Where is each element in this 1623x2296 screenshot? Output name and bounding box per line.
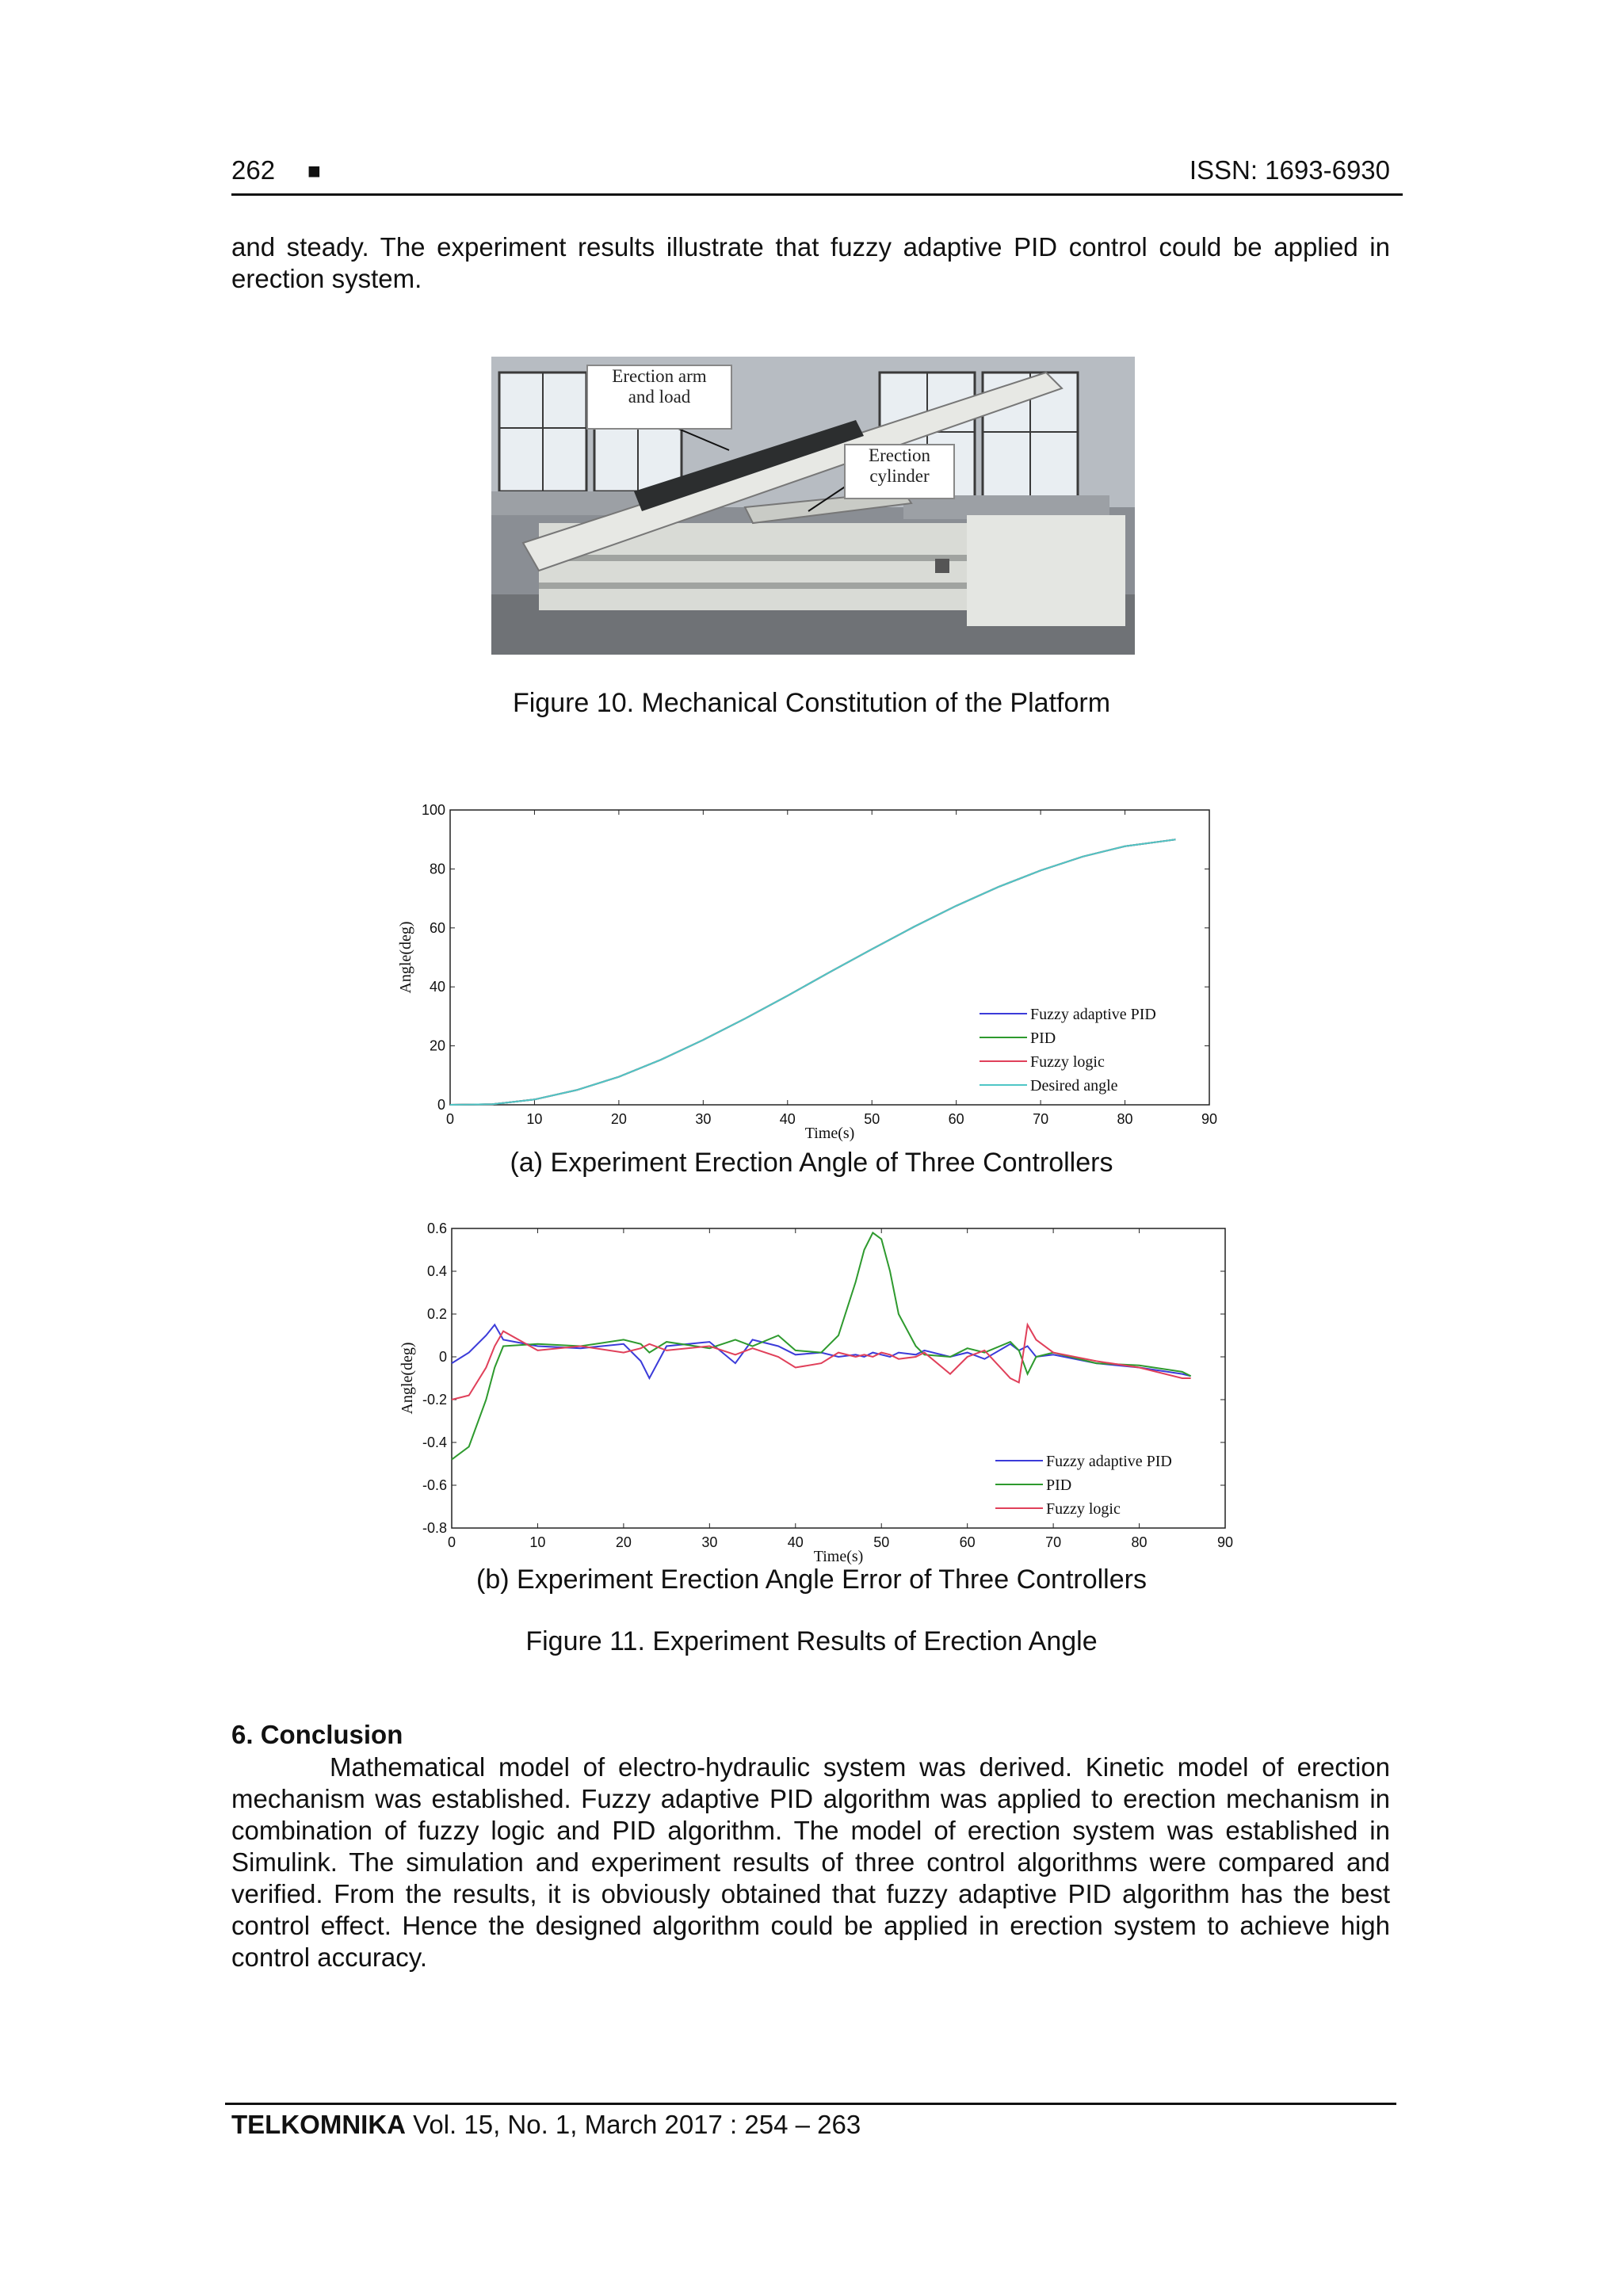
x-tick-label: 90	[1201, 1111, 1218, 1127]
page-number: 262	[231, 155, 276, 185]
conclusion-body: Mathematical model of electro-hydraulic system was derived. Kinetic model of erection mechanism was established. Fuzzy adaptive PID algorithm was applied to erection mechanism in combination of fuzzy logic and PID algorithm. The model of erection system was established in Simulink. The simulation and experiment results of three control algorithms were compared and verified. From the results, it is obviously obtained that fuzzy adaptive PID algorithm has the best control effect. Hence the designed algorithm could be applied in erection system to achieve high control accuracy.	[231, 1752, 1390, 1972]
footer-journal: TELKOMNIKA	[231, 2110, 406, 2139]
x-axis-label: Time(s)	[813, 1548, 864, 1565]
platform-photo	[491, 357, 1135, 655]
x-tick-label: 60	[948, 1111, 964, 1127]
x-tick-label: 10	[529, 1534, 546, 1550]
x-tick-label: 0	[445, 1111, 455, 1127]
y-tick-label: 0	[437, 1097, 445, 1113]
header-bullet: ■	[307, 159, 321, 183]
y-tick-label: -0.6	[422, 1477, 447, 1493]
x-tick-label: 0	[447, 1534, 456, 1550]
callout-erection-arm	[586, 365, 732, 430]
y-tick-label: 60	[429, 919, 445, 936]
chart-a-subcaption: (a) Experiment Erection Angle of Three Controllers	[510, 1148, 1113, 1178]
footer	[231, 2110, 861, 2140]
x-tick-label: 30	[695, 1111, 712, 1127]
x-tick-label: 80	[1131, 1534, 1148, 1550]
y-tick-label: 40	[429, 979, 445, 995]
legend-label: Fuzzy logic	[1030, 1053, 1105, 1071]
legend-label: Desired angle	[1030, 1077, 1118, 1095]
y-axis-label: Angle(deg)	[397, 921, 414, 994]
x-tick-label: 80	[1117, 1111, 1133, 1127]
figure11-caption: Figure 11. Experiment Results of Erection Angle	[525, 1626, 1098, 1656]
y-tick-label: 100	[421, 802, 445, 818]
chart-b-subcaption: (b) Experiment Erection Angle Error of Three Controllers	[476, 1564, 1147, 1595]
x-tick-label: 50	[873, 1534, 890, 1550]
x-tick-label: 50	[864, 1111, 880, 1127]
legend-label: PID	[1046, 1477, 1072, 1494]
chart-b	[388, 1213, 1244, 1571]
y-tick-label: 0.2	[426, 1306, 447, 1322]
callout-cyl-line1: Erection	[869, 445, 930, 465]
callout-cyl-line2: cylinder	[869, 466, 930, 486]
plot-frame	[452, 1228, 1225, 1528]
y-tick-label: -0.2	[422, 1392, 447, 1408]
x-tick-label: 60	[959, 1534, 976, 1550]
y-tick-label: -0.8	[422, 1520, 447, 1536]
callout-arm-line2: and load	[628, 387, 691, 407]
conclusion-title: 6. Conclusion	[231, 1720, 403, 1749]
y-tick-label: 0.6	[426, 1221, 447, 1236]
footer-rule	[225, 2103, 1396, 2105]
x-tick-label: 40	[779, 1111, 796, 1127]
legend-label: Fuzzy adaptive PID	[1030, 1006, 1156, 1023]
x-axis-label: Time(s)	[804, 1125, 855, 1142]
legend-label: PID	[1030, 1030, 1056, 1047]
x-tick-label: 10	[526, 1111, 543, 1127]
x-tick-label: 90	[1216, 1534, 1234, 1550]
y-tick-label: 20	[429, 1037, 445, 1054]
x-tick-label: 20	[615, 1534, 632, 1550]
y-tick-label: 80	[429, 861, 445, 877]
y-tick-label: 0	[438, 1349, 447, 1365]
issn: ISSN: 1693-6930	[1189, 155, 1390, 185]
legend-label: Fuzzy logic	[1046, 1500, 1121, 1518]
x-tick-label: 70	[1033, 1111, 1049, 1127]
y-axis-label: Angle(deg)	[399, 1342, 416, 1415]
callout-arm-line1: Erection arm	[612, 366, 707, 386]
chart-a	[396, 793, 1236, 1149]
y-tick-label: -0.4	[422, 1435, 447, 1450]
figure10-caption: Figure 10. Mechanical Constitution of the Platform	[512, 688, 1111, 718]
x-tick-label: 30	[701, 1534, 718, 1550]
x-tick-label: 20	[610, 1111, 627, 1127]
footer-citation: Vol. 15, No. 1, March 2017 : 254 – 263	[405, 2110, 861, 2139]
x-tick-label: 70	[1045, 1534, 1062, 1550]
legend-label: Fuzzy adaptive PID	[1046, 1453, 1172, 1470]
x-tick-label: 40	[787, 1534, 804, 1550]
y-tick-label: 0.4	[426, 1263, 447, 1279]
callout-erection-cylinder	[844, 444, 955, 499]
header-rule	[231, 193, 1403, 196]
intro-paragraph: and steady. The experiment results illustrate that fuzzy adaptive PID control could be applied in erection system.	[231, 232, 1390, 293]
